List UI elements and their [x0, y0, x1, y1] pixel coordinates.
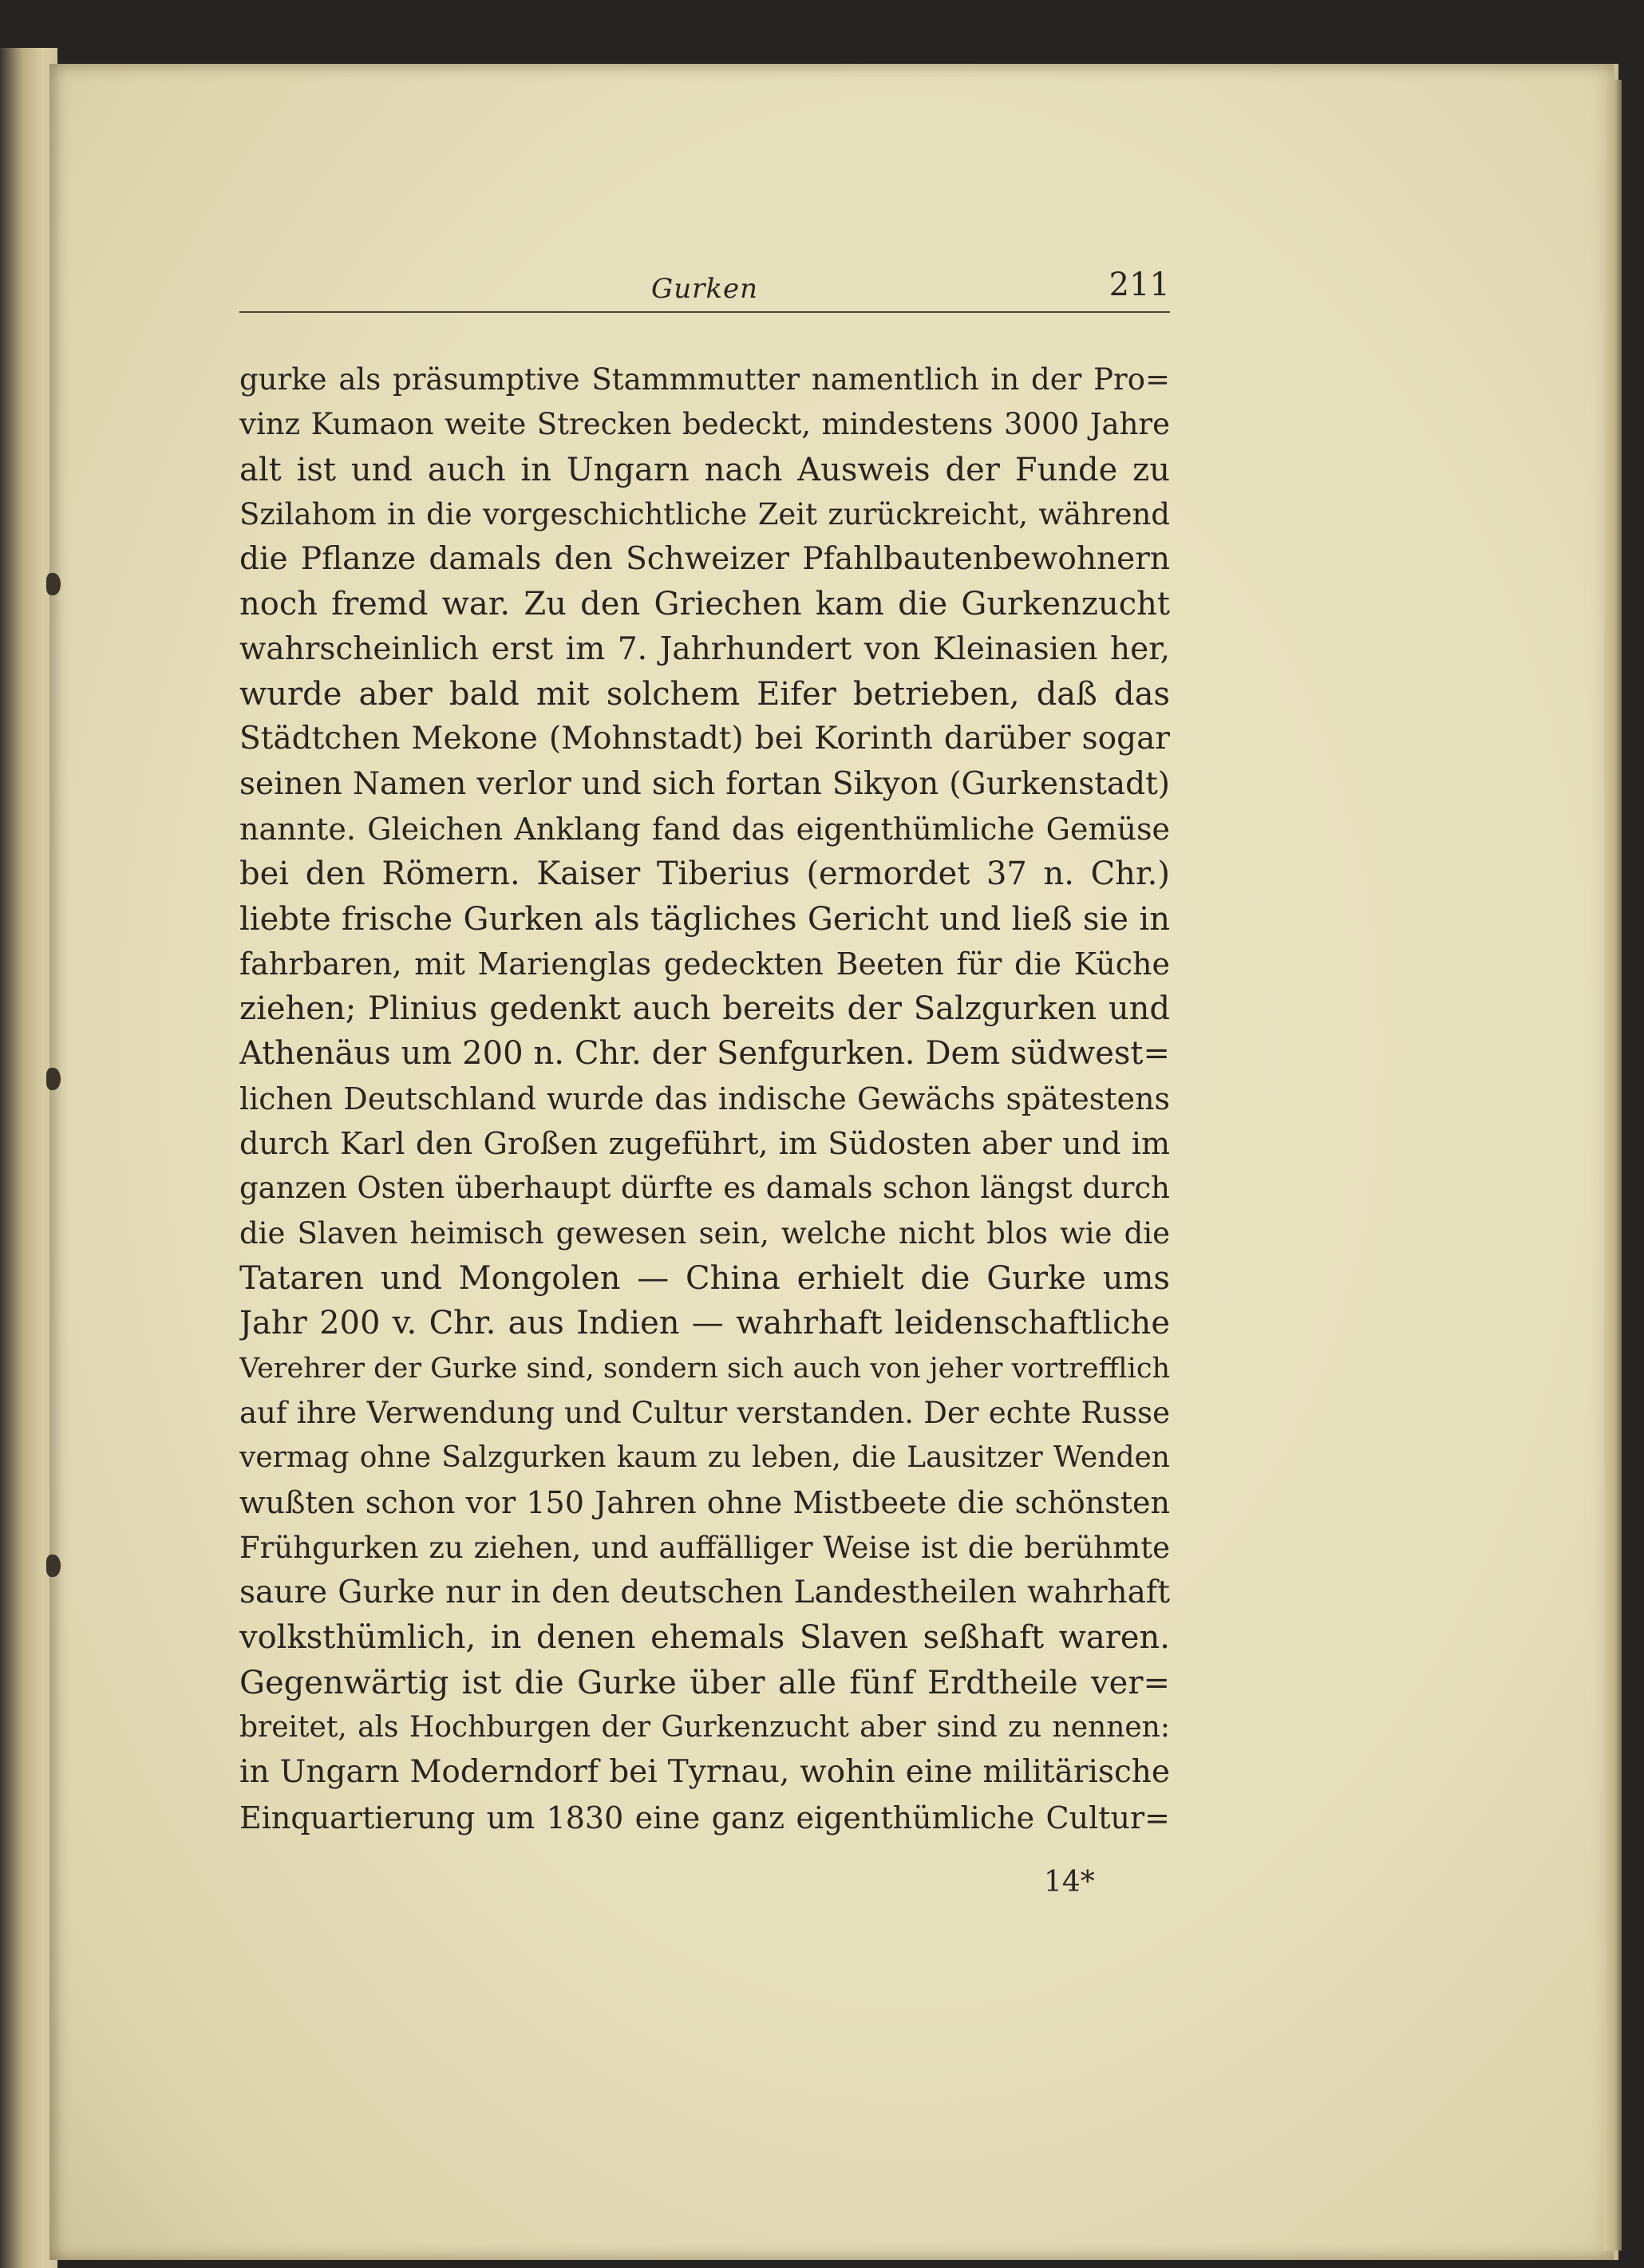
- text-line: liebte frische Gurken als tägliches Gericht und ließ sie in: [239, 900, 1170, 938]
- text-line: auf ihre Verwendung und Cultur verstanden. Der echte Russe: [239, 1395, 1170, 1430]
- text-line: wahrscheinlich erst im 7. Jahrhundert von Kleinasien her,: [239, 630, 1170, 667]
- page-header: [239, 267, 1170, 314]
- text-line: die Pflanze damals den Schweizer Pfahlbautenbewohnern: [239, 541, 1170, 578]
- signature-mark: 14*: [1044, 1866, 1095, 1899]
- text-line: Tataren und Mongolen — China erhielt die Gurke ums: [239, 1259, 1170, 1297]
- text-line: vinz Kumaon weite Strecken bedeckt, mindestens 3000 Jahre: [239, 407, 1170, 442]
- header-rule: [239, 311, 1170, 313]
- text-line: Jahr 200 v. Chr. aus Indien — wahrhaft leidenschaftliche: [239, 1305, 1170, 1342]
- text-line: bei den Römern. Kaiser Tiberius (ermordet 37 n. Chr.): [239, 855, 1170, 893]
- text-line: wußten schon vor 150 Jahren ohne Mistbeete die schönsten: [239, 1485, 1170, 1521]
- text-line: die Slaven heimisch gewesen sein, welche nicht blos wie die: [239, 1215, 1170, 1251]
- text-line: noch fremd war. Zu den Griechen kam die Gurkenzucht: [239, 586, 1170, 623]
- text-line: saure Gurke nur in den deutschen Landestheilen wahrhaft: [239, 1575, 1170, 1611]
- binding-stitch: [46, 1555, 61, 1577]
- text-line: Frühgurken zu ziehen, und auffälliger Weise ist die berühmte: [239, 1530, 1170, 1565]
- text-line: breitet, als Hochburgen der Gurkenzucht aber sind zu nennen:: [239, 1710, 1170, 1744]
- text-line: lichen Deutschland wurde das indische Gewächs spätestens: [239, 1081, 1170, 1116]
- text-line: ziehen; Plinius gedenkt auch bereits der Salzgurken und: [239, 990, 1170, 1028]
- page-number: 211: [1109, 267, 1170, 303]
- binding-stitch: [46, 573, 61, 595]
- running-title: Gurken: [651, 273, 758, 305]
- body-text: [239, 358, 1170, 1840]
- text-line: alt ist und auch in Ungarn nach Ausweis der Funde zu: [239, 451, 1170, 488]
- text-line: Einquartierung um 1830 eine ganz eigenthümliche Cultur=: [239, 1800, 1170, 1835]
- text-line: seinen Namen verlor und sich fortan Sikyon (Gurkenstadt): [239, 765, 1170, 802]
- text-line: in Ungarn Moderndorf bei Tyrnau, wohin eine militärische: [239, 1754, 1170, 1791]
- text-line: durch Karl den Großen zugeführt, im Südosten aber und im: [239, 1126, 1170, 1162]
- text-line: Verehrer der Gurke sind, sondern sich auch von jeher vortrefflich: [239, 1352, 1170, 1385]
- text-line: Szilahom in die vorgeschichtliche Zeit zurückreicht, während: [239, 496, 1170, 531]
- text-line: Athenäus um 200 n. Chr. der Senfgurken. Dem südwest=: [239, 1035, 1170, 1073]
- text-line: gurke als präsumptive Stammmutter namentlich in der Pro=: [239, 362, 1170, 397]
- text-line: nannte. Gleichen Anklang fand das eigenthümliche Gemüse: [239, 811, 1170, 847]
- text-line: Gegenwärtig ist die Gurke über alle fünf Erdtheile ver=: [239, 1664, 1170, 1701]
- text-line: fahrbaren, mit Marienglas gedeckten Beeten für die Küche: [239, 946, 1170, 982]
- text-line: ganzen Osten überhaupt dürfte es damals schon längst durch: [239, 1171, 1170, 1206]
- page-edge: [1604, 80, 1622, 2250]
- text-line: vermag ohne Salzgurken kaum zu leben, die Lausitzer Wenden: [239, 1441, 1170, 1475]
- text-line: Städtchen Mekone (Mohnstadt) bei Korinth darüber sogar: [239, 721, 1170, 757]
- text-line: volksthümlich, in denen ehemals Slaven seßhaft waren.: [239, 1619, 1170, 1657]
- binding-stitch: [46, 1068, 61, 1090]
- text-line: wurde aber bald mit solchem Eifer betrieben, daß das: [239, 676, 1170, 713]
